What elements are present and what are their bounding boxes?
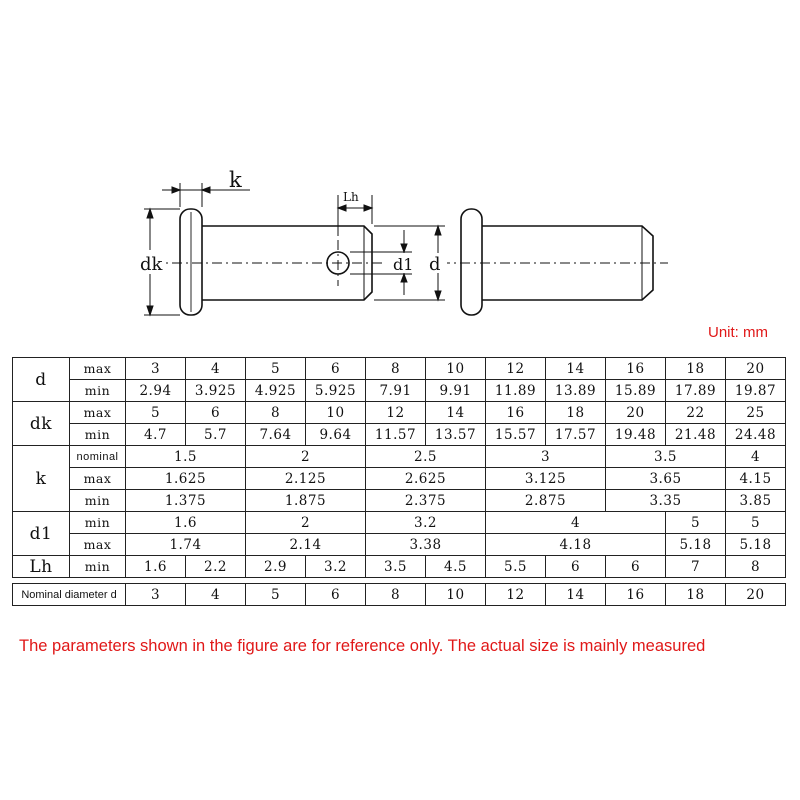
value-cell: 2.625	[366, 468, 486, 490]
value-cell: 4.7	[126, 424, 186, 446]
value-cell: 5	[246, 358, 306, 380]
value-cell: 3.85	[726, 490, 786, 512]
sub-label-max: max	[70, 358, 126, 380]
value-cell: 8	[366, 358, 426, 380]
value-cell: 14	[426, 402, 486, 424]
value-cell: 4	[186, 358, 246, 380]
value-cell: 4.18	[486, 534, 666, 556]
value-cell: 8	[366, 584, 426, 606]
value-cell: 25	[726, 402, 786, 424]
value-cell: 15.89	[606, 380, 666, 402]
sub-label-min: min	[70, 490, 126, 512]
value-cell: 14	[546, 584, 606, 606]
value-cell: 4.15	[726, 468, 786, 490]
value-cell: 5.5	[486, 556, 546, 578]
table-row	[13, 584, 786, 606]
sub-label-min: min	[70, 512, 126, 534]
value-cell: 11.57	[366, 424, 426, 446]
value-cell: 1.375	[126, 490, 246, 512]
value-cell: 3	[126, 584, 186, 606]
value-cell: 10	[426, 358, 486, 380]
value-cell: 7	[666, 556, 726, 578]
value-cell: 18	[666, 584, 726, 606]
value-cell: 2.14	[246, 534, 366, 556]
table-row	[13, 380, 786, 402]
value-cell: 20	[726, 584, 786, 606]
value-cell: 6	[606, 556, 666, 578]
nominal-diameter-label: Nominal diameter d	[13, 584, 126, 606]
value-cell: 2.9	[246, 556, 306, 578]
value-cell: 4.5	[426, 556, 486, 578]
value-cell: 19.48	[606, 424, 666, 446]
value-cell: 6	[306, 584, 366, 606]
value-cell: 3.5	[606, 446, 726, 468]
value-cell: 2.375	[366, 490, 486, 512]
reference-note: The parameters shown in the figure are for reference only. The actual size is mainly measured	[19, 637, 706, 655]
value-cell: 10	[426, 584, 486, 606]
value-cell: 2	[246, 446, 366, 468]
k-label: k	[229, 168, 242, 192]
value-cell: 17.57	[546, 424, 606, 446]
dk-label: dk	[140, 254, 163, 275]
value-cell: 5.18	[726, 534, 786, 556]
param-k: k	[13, 446, 70, 512]
value-cell: 2.125	[246, 468, 366, 490]
unit-label: Unit: mm	[708, 324, 768, 341]
value-cell: 1.74	[126, 534, 246, 556]
value-cell: 6	[186, 402, 246, 424]
value-cell: 5	[666, 512, 726, 534]
value-cell: 20	[726, 358, 786, 380]
value-cell: 2	[246, 512, 366, 534]
value-cell: 5	[126, 402, 186, 424]
value-cell: 3.35	[606, 490, 726, 512]
value-cell: 5.7	[186, 424, 246, 446]
table-row	[13, 534, 786, 556]
value-cell: 3.125	[486, 468, 606, 490]
d1-label: d1	[393, 255, 414, 274]
value-cell: 4	[726, 446, 786, 468]
value-cell: 1.875	[246, 490, 366, 512]
table-row	[13, 490, 786, 512]
value-cell: 9.64	[306, 424, 366, 446]
value-cell: 21.48	[666, 424, 726, 446]
value-cell: 13.57	[426, 424, 486, 446]
value-cell: 6	[306, 358, 366, 380]
sub-label-min: min	[70, 380, 126, 402]
value-cell: 2.5	[366, 446, 486, 468]
value-cell: 3.5	[366, 556, 426, 578]
table-row	[13, 446, 786, 468]
value-cell: 5.925	[306, 380, 366, 402]
sub-label-min: min	[70, 556, 126, 578]
value-cell: 6	[546, 556, 606, 578]
table-row	[13, 512, 786, 534]
value-cell: 9.91	[426, 380, 486, 402]
value-cell: 16	[486, 402, 546, 424]
value-cell: 4	[486, 512, 666, 534]
value-cell: 3	[486, 446, 606, 468]
value-cell: 17.89	[666, 380, 726, 402]
value-cell: 16	[606, 584, 666, 606]
table-row	[13, 424, 786, 446]
value-cell: 24.48	[726, 424, 786, 446]
value-cell: 4	[186, 584, 246, 606]
value-cell: 2.2	[186, 556, 246, 578]
value-cell: 2.875	[486, 490, 606, 512]
table-row	[13, 358, 786, 380]
value-cell: 5	[246, 584, 306, 606]
value-cell: 3.38	[366, 534, 486, 556]
value-cell: 12	[366, 402, 426, 424]
value-cell: 19.87	[726, 380, 786, 402]
lh-label: Lh	[343, 190, 359, 204]
sub-label-max: max	[70, 402, 126, 424]
value-cell: 1.625	[126, 468, 246, 490]
value-cell: 3.65	[606, 468, 726, 490]
value-cell: 1.5	[126, 446, 246, 468]
table-row	[13, 556, 786, 578]
value-cell: 13.89	[546, 380, 606, 402]
value-cell: 8	[726, 556, 786, 578]
sub-label-max: max	[70, 468, 126, 490]
spec-table	[12, 357, 786, 606]
value-cell: 3.2	[306, 556, 366, 578]
pin-drawing	[0, 0, 800, 340]
value-cell: 1.6	[126, 512, 246, 534]
table-row	[13, 468, 786, 490]
d-label: d	[429, 254, 441, 275]
value-cell: 14	[546, 358, 606, 380]
value-cell: 7.91	[366, 380, 426, 402]
value-cell: 5.18	[666, 534, 726, 556]
param-d: d	[13, 358, 70, 402]
value-cell: 1.6	[126, 556, 186, 578]
value-cell: 3.925	[186, 380, 246, 402]
value-cell: 7.64	[246, 424, 306, 446]
value-cell: 11.89	[486, 380, 546, 402]
sub-label-nominal: nominal	[70, 446, 126, 468]
value-cell: 12	[486, 358, 546, 380]
sub-label-max: max	[70, 534, 126, 556]
table-row	[13, 402, 786, 424]
value-cell: 3.2	[366, 512, 486, 534]
pin-side-head	[461, 209, 482, 315]
value-cell: 4.925	[246, 380, 306, 402]
value-cell: 3	[126, 358, 186, 380]
value-cell: 15.57	[486, 424, 546, 446]
value-cell: 18	[666, 358, 726, 380]
value-cell: 18	[546, 402, 606, 424]
param-lh: Lh	[13, 556, 70, 578]
param-d1: d1	[13, 512, 70, 556]
value-cell: 12	[486, 584, 546, 606]
value-cell: 8	[246, 402, 306, 424]
value-cell: 2.94	[126, 380, 186, 402]
value-cell: 22	[666, 402, 726, 424]
value-cell: 16	[606, 358, 666, 380]
value-cell: 10	[306, 402, 366, 424]
value-cell: 20	[606, 402, 666, 424]
value-cell: 5	[726, 512, 786, 534]
param-dk: dk	[13, 402, 70, 446]
sub-label-min: min	[70, 424, 126, 446]
